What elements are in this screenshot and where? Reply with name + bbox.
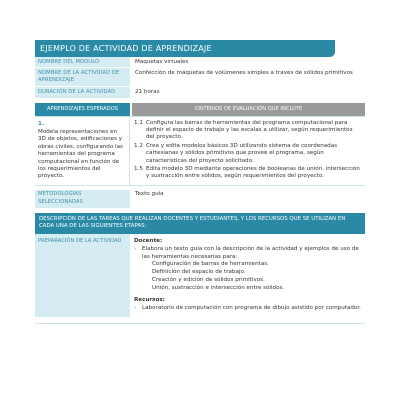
sub-item: Unión, sustracción e intersección entre sólidos. xyxy=(152,285,285,292)
criterio-text: Edita modelo 3D mediante operaciones de booleanas de unión, intersección y sustracción entre sólidos, según requerimientos del proyecto. xyxy=(146,166,360,180)
header-criterios: CRITERIOS DE EVALUACIÓN QUE INCLUYE xyxy=(132,103,365,116)
aprendizaje-cell xyxy=(35,117,130,185)
preparacion-label: PREPARACIÓN DE LA ACTIVIDAD xyxy=(35,234,130,317)
info-value: Confección de maquetas de volúmenes simples a través de sólidos primitivos xyxy=(130,68,365,86)
criterio-number: 1.1 xyxy=(134,119,143,126)
metodologia-value: Texto guía xyxy=(130,190,365,208)
criterio-text: Configura las barras de herramientas del programa computacional para definir el espacio de trabajo y las escalas a utilizar, según requerimientos del proyecto. xyxy=(146,119,353,141)
preparacion-body xyxy=(130,234,365,317)
sub-item: Creación y edición de sólidos primitivos. xyxy=(152,277,265,284)
learning-row xyxy=(35,116,365,186)
docente-text: Elabora un texto guía con la descripción de la actividad y ejemplos de uso de las herramientas necesarias para: xyxy=(142,246,359,260)
recursos-heading: Recursos: xyxy=(134,297,165,304)
page-title: EJEMPLO DE ACTIVIDAD DE APRENDIZAJE xyxy=(35,40,335,57)
header-aprendizajes: APRENDIZAJES ESPERADOS xyxy=(35,103,132,116)
info-value: 21 horas xyxy=(130,87,365,97)
criterio-text: Crea y edita modelos básicos 3D utilizando sistema de coordenadas cartesianas y sólidos primitivos que provee el programa, según características del proyecto solicitado. xyxy=(146,142,338,164)
criterios-cell xyxy=(130,117,365,185)
info-label: DURACIÓN DE LA ACTIVIDAD xyxy=(35,87,130,97)
info-label: NOMBRE DEL MÓDULO xyxy=(35,57,130,67)
criterio-number: 1.2 xyxy=(134,142,143,149)
recursos-bullet xyxy=(134,305,361,312)
preparacion-row xyxy=(35,234,365,317)
info-row-module xyxy=(35,57,365,68)
tasks-banner: DESCRIPCIÓN DE LAS TAREAS QUE REALIZAN DOCENTES Y ESTUDIANTES, Y LOS RECURSOS QUE SE UTILIZAN EN CADA UNA DE LAS SIGUIENTES ETAPAS: xyxy=(35,213,365,234)
metodologia-row xyxy=(35,190,365,209)
criterio-item xyxy=(134,120,361,142)
activity-document xyxy=(35,57,365,324)
sub-item: Configuración de barras de herramientas. xyxy=(152,261,269,268)
metodologia-label: METODOLOGÍAS SELECCIONADAS xyxy=(35,190,130,208)
sub-item: Definición del espacio de trabajo. xyxy=(152,269,246,276)
info-row-activity xyxy=(35,68,365,87)
criterio-number: 1.5 xyxy=(134,166,143,173)
aprendizaje-number: 1. xyxy=(38,120,45,127)
bullet-arrow-icon: › xyxy=(134,246,137,253)
info-label: NOMBRE DE LA ACTIVIDAD DE APRENDIZAJE xyxy=(35,68,130,86)
docente-sub-list xyxy=(134,261,361,292)
recursos-text: Laboratorio de computación con programa de dibujo asistido por computador. xyxy=(142,305,361,312)
criterio-item xyxy=(134,143,361,165)
info-row-duration xyxy=(35,87,365,98)
docente-heading: Docente: xyxy=(134,237,163,244)
info-value: Maquetas virtuales xyxy=(130,57,365,67)
aprendizaje-text: Modela representaciones en 3D de objetos, edificaciones y obras civiles, configurando las herramientas del programa computacional en función de los requerimientos del proyecto. xyxy=(38,129,123,180)
criterio-item xyxy=(134,166,361,181)
bullet-arrow-icon: › xyxy=(134,305,137,312)
docente-bullet xyxy=(134,246,361,261)
table-header xyxy=(35,103,365,116)
